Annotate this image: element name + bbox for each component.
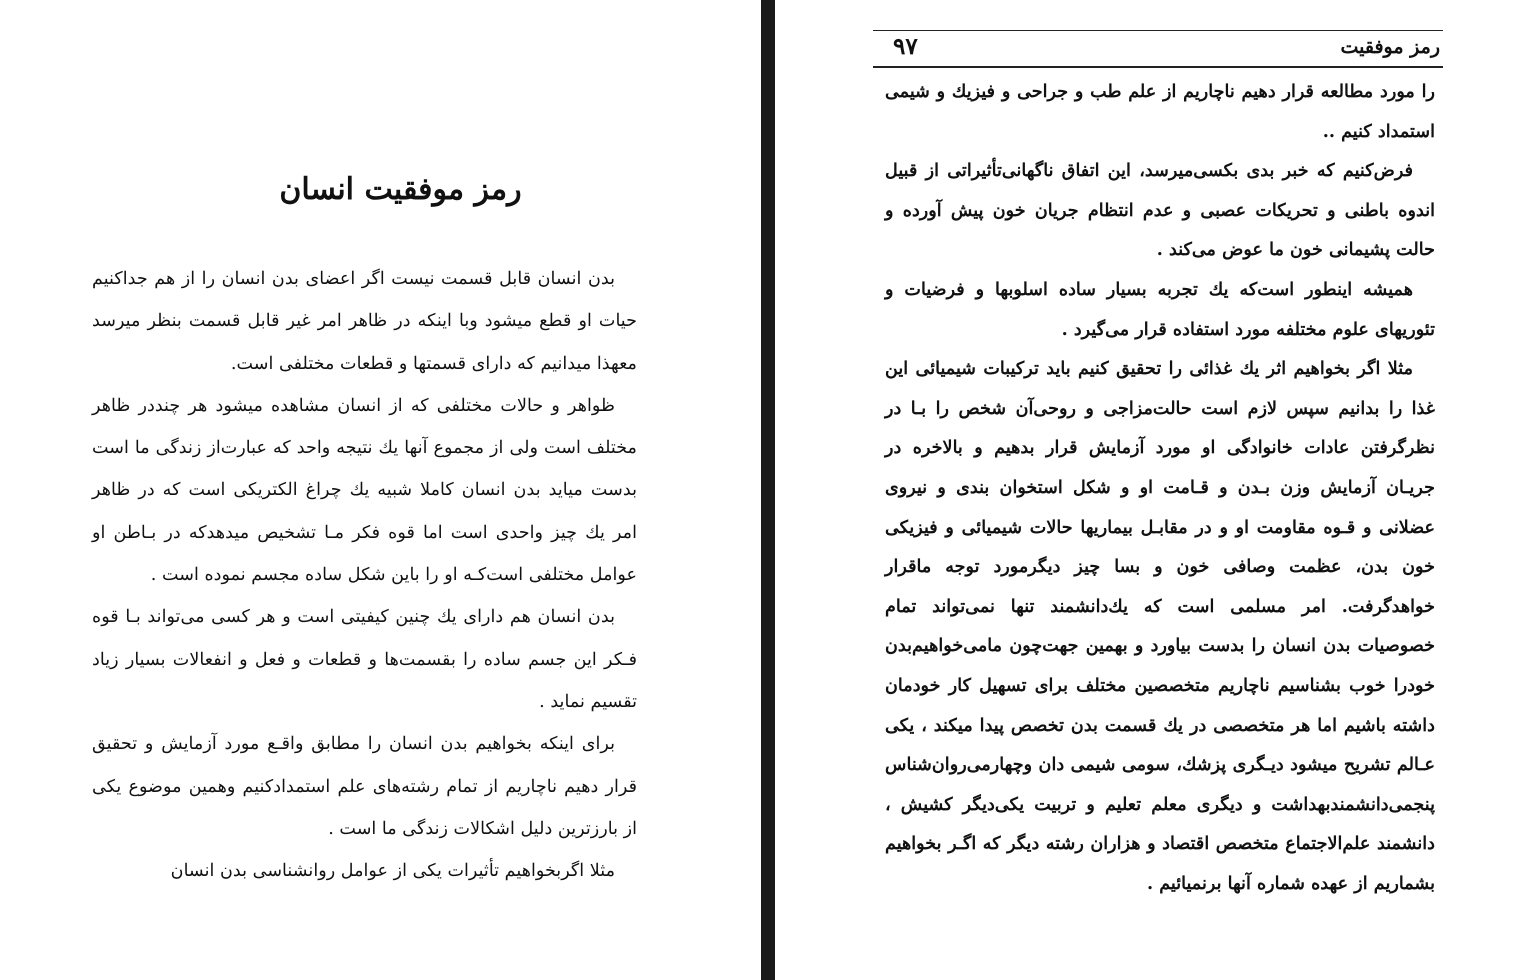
book-gutter [761,0,775,980]
paragraph: فرض‌کنیم که خبر بدی بکسی‌میرسد، این اتفاق ناگهانی‌تأثیراتی از قبیل اندوه باطنی و تحریکات عصبی و عدم انتظام جریان خون پیش آورده و حالت پشیمانی خون ما عوض می‌کند . [885,160,1435,261]
right-page-body [885,72,1435,903]
paragraph: برای اینکه بخواهیم بدن انسان را مطابق واقـع مورد آزمایش و تحقیق قرار دهیم ناچاریم از تمام رشته‌های علم استمدادکنیم وهمین موضوع یکی از بارزترین دلیل اشکالات زندگی ما است . [92,734,637,839]
header-rule-top [873,30,1443,31]
running-head: رمز موفقیت [1340,36,1440,58]
paragraph: مثلا اگر بخواهیم اثر یك غذائی را تحقیق کنیم باید ترکیبات شیمیائی این غذا را بدانیم سپس لازم است حالت‌مزاجی و روحی‌آن شخص را بـا در نظرگرفتن عادات خانوادگی او مورد آزمایش قرار بدهیم و بالاخره در جریـان آزمایش وزن بـدن و قـامت او و شکل استخوان بندی و نیروی عضلانی و قـوه مقاومت او و در مقابـل بیماریها حالات شیمیائی و فیزیکی خون بدن، عظمت وصافی خون و بسا چیز دیگرمورد توجه ماقرار خواهدگرفت. امر مسلمی است که یك‌دانشمند تنها نمی‌تواند تمام خصوصیات بدن انسان را بدست بیاورد و بهمین جهت‌چون مامی‌خواهیم‌بدن خودرا خوب بشناسیم ناچاریم متخصصین مختلف برای تسهیل کار خودمان داشته باشیم اما هر متخصصی در یك قسمت بدن تخصص پیدا میکند ، یکی عـالم تشریح میشود دیـگری پزشك، سومی شیمی دان وچهارمی‌روان‌شناس پنجمی‌دانشمندبهداشت و دیگری معلم تعلیم و تربیت یکی‌دیگر کشیش ، دانشمند علم‌الاجتماع متخصص اقتصاد و هزاران رشته دیگر که اگـر بخواهیم بشماریم از عهده شماره آنها برنمیائیم . [885,358,1435,894]
paragraph: مثلا اگربخواهیم تأثیرات یکی از عوامل روانشناسی بدن انسان [170,861,615,882]
paragraph: بدن انسان هم دارای یك چنین کیفیتی است و هر کسی می‌تواند بـا قوه فـکر این جسم ساده را بقسمت‌ها و قطعات و فعل و انفعالات بسیار زیاد تقسیم نماید . [92,607,637,712]
paragraph: همیشه اینطور است‌که یك تجربه بسیار ساده اسلوبها و فرضیات و تئوریهای علوم مختلفه مورد استفاده قرار می‌گیرد . [885,278,1435,340]
paragraph: ظواهر و حالات مختلفی که از انسان مشاهده میشود هر چنددر ظاهر مختلف است ولی از مجموع آنها یك نتیجه واحد که عبارت‌از زندگی ما است بدست میاید بدن انسان کاملا شبیه یك چراغ الکتریکی است که در ظاهر امر یك چیز واحدی است اما قوه فکر مـا تشخیص میدهدکه در بـاطن او عوامل مختلفی است‌کـه او را باین شکل ساده مجسم نموده است . [92,395,637,586]
left-page [0,0,761,980]
header-rule-bottom [873,66,1443,68]
paragraph: بدن انسان قابل قسمت نیست اگر اعضای بدن انسان را از هم جداکنیم حیات او قطع میشود وبا اینکه در ظاهر امر غیر قابل قسمت بنظر میرسد معهذا میدانیم که دارای قسمتها و قطعات مختلفی است. [92,269,637,374]
right-page [775,0,1536,980]
chapter-title: رمز موفقیت انسان [279,172,522,207]
page-number: ۹۷ [893,33,918,60]
paragraph: را مورد مطالعه قرار دهیم ناچاریم از علم طب و جراحی و فیزیك و شیمی استمداد کنیم .. [885,81,1435,142]
left-page-body [92,258,637,892]
